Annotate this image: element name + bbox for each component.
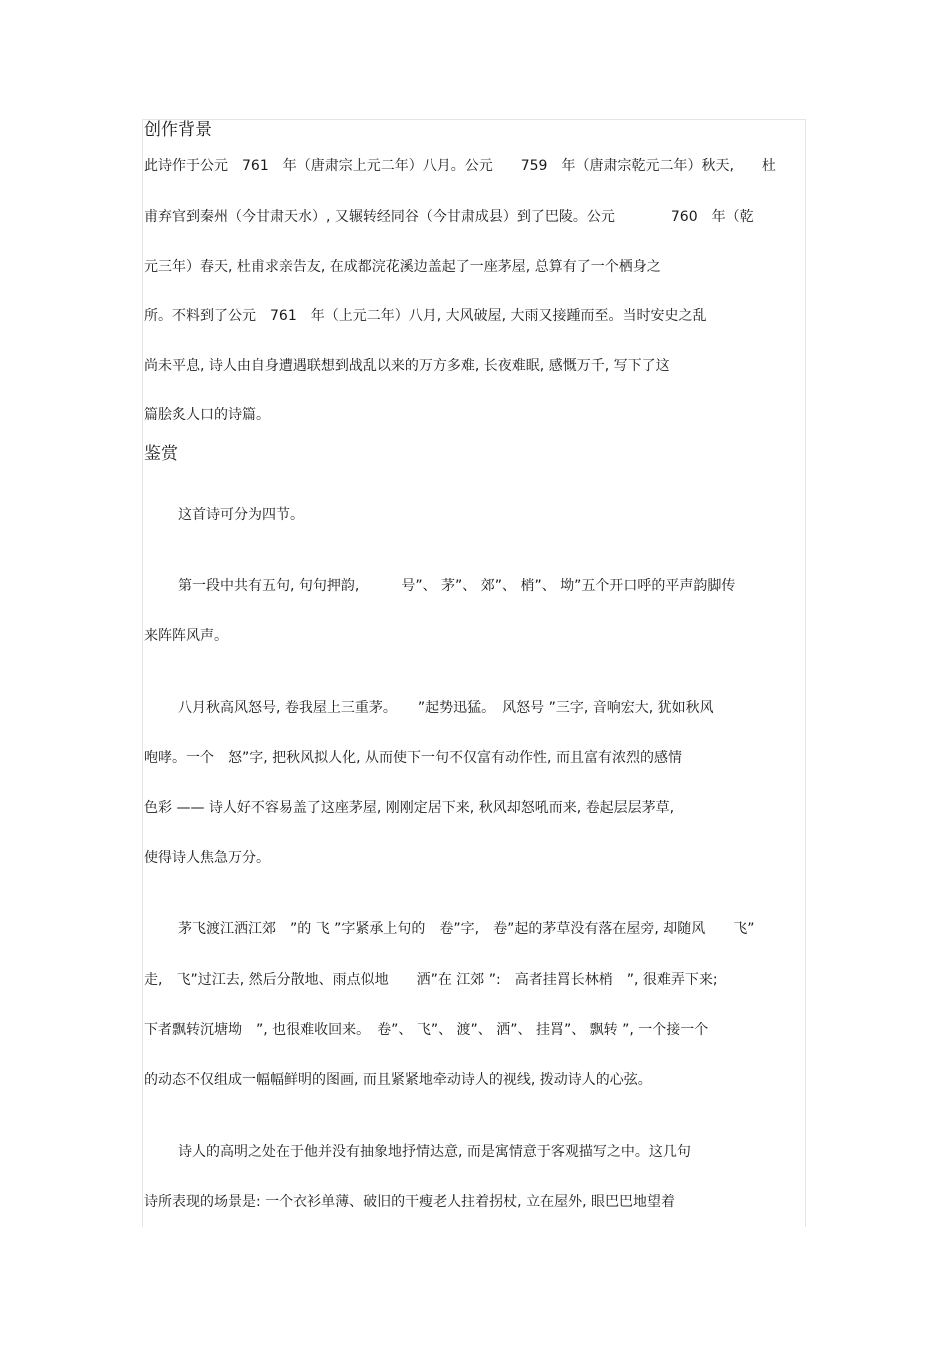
paragraph-line: 的动态不仅组成一幅幅鲜明的图画, 而且紧紧地牵动诗人的视线, 拨动诗人的心弦。 [144, 1072, 652, 1088]
paragraph-line: 八月秋高风怒号, 卷我屋上三重茅。 ”起势迅猛。 风怒号 ”三字, 音响宏大, 犹如秋风 [178, 700, 714, 716]
paragraph-line: 第一段中共有五句, 句句押韵, 号”、 茅”、 郊”、 梢”、 坳”五个开口呼的平声韵脚传 [178, 578, 736, 594]
paragraph-line: 走, 飞”过江去, 然后分散地、雨点似地 洒”在 江郊 ”: 高者挂罥长林梢 ”, 很难弄下来; [144, 972, 718, 988]
paragraph-line: 甫弃官到秦州（今甘肃天水）, 又辗转经同谷（今甘肃成县）到了巴陵。公元 760 年（乾 [144, 209, 754, 225]
paragraph-line: 使得诗人焦急万分。 [144, 850, 270, 866]
section-title-background: 创作背景 [144, 120, 212, 140]
paragraph-line: 来阵阵风声。 [144, 628, 228, 644]
paragraph-line: 色彩 —— 诗人好不容易盖了这座茅屋, 刚刚定居下来, 秋风却怒吼而来, 卷起层层茅草, [144, 800, 675, 816]
paragraph-line: 元三年）春天, 杜甫求亲告友, 在成都浣花溪边盖起了一座茅屋, 总算有了一个栖身之 [144, 259, 661, 275]
paragraph-line: 诗所表现的场景是: 一个衣衫单薄、破旧的干瘦老人拄着拐杖, 立在屋外, 眼巴巴地望着 [144, 1194, 675, 1210]
paragraph-line: 所。不料到了公元 761 年（上元二年）八月, 大风破屋, 大雨又接踵而至。当时安史之乱 [144, 308, 707, 324]
paragraph-line: 此诗作于公元 761 年（唐肃宗上元二年）八月。公元 759 年（唐肃宗乾元二年）秋天, 杜 [144, 158, 776, 174]
paragraph-line: 尚未平息, 诗人由自身遭遇联想到战乱以来的万方多难, 长夜难眠, 感慨万千, 写下了这 [144, 358, 670, 374]
paragraph-line: 篇脍炙人口的诗篇。 [144, 407, 270, 423]
paragraph-line: 诗人的高明之处在于他并没有抽象地抒情达意, 而是寓情意于客观描写之中。这几句 [178, 1144, 691, 1160]
page-frame [142, 119, 806, 1227]
paragraph-line: 茅飞渡江洒江郊 ”的 飞 ”字紧承上句的 卷”字, 卷”起的茅草没有落在屋旁, 却随风 飞” [178, 921, 755, 937]
section-title-appreciation: 鉴赏 [144, 444, 178, 464]
paragraph-line: 咆哮。一个 怒”字, 把秋风拟人化, 从而使下一句不仅富有动作性, 而且富有浓烈的感情 [144, 750, 682, 766]
paragraph-line: 这首诗可分为四节。 [178, 507, 304, 523]
paragraph-line: 下者飘转沉塘坳 ”, 也很难收回来。 卷”、 飞”、 渡”、 洒”、 挂罥”、 飘转 ”, 一个接一个 [144, 1022, 709, 1038]
